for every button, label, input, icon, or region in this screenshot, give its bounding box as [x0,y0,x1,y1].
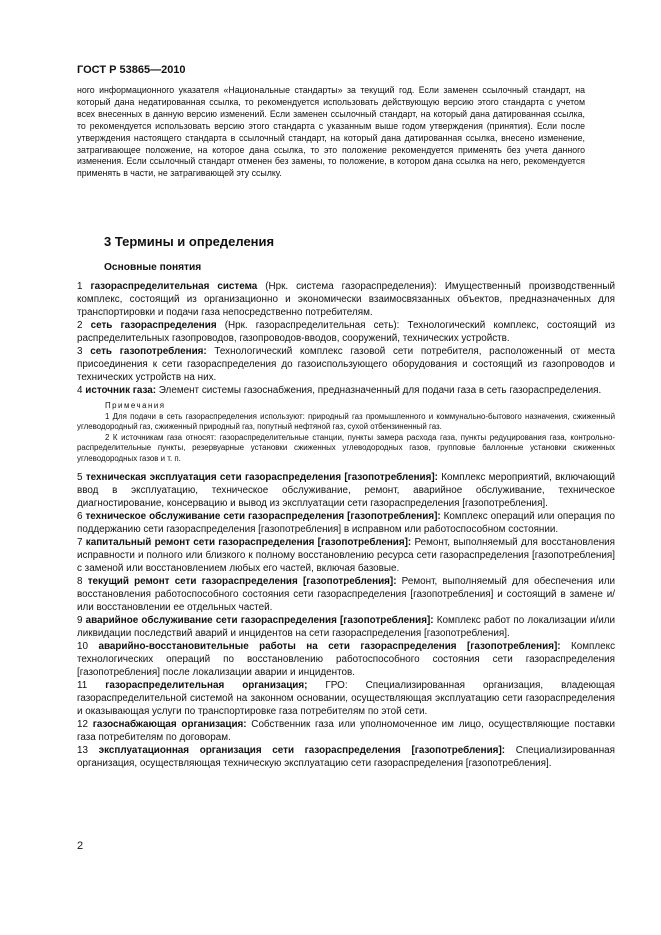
term-entry: 6 техническое обслуживание сети газораспределения [газопотребления]: Комплекс операций или операция по поддержанию сети газораспределения [газопотребления] в исправном или работоспособном состоянии. [77,510,615,535]
terms-list [77,280,615,770]
document-header: ГОСТ Р 53865—2010 [77,64,186,76]
term-name: аварийное обслуживание сети газораспределения [газопотребления]: [85,614,434,626]
section-title: 3 Термины и определения [104,234,275,249]
note-item: 1 Для подачи в сеть газораспределения используют: природный газ промышленного и коммунально-бытового назначения, сжиженный углеводородный газ, сжиженный природный газ, попутный нефтяной газ, сухой отбензиненный газ. [77,411,615,432]
term-name: газораспределительная организация; [105,679,308,691]
term-entry: 8 текущий ремонт сети газораспределения [газопотребления]: Ремонт, выполняемый для обеспечения или восстановления работоспособного состояния сети газораспределения [газопотребления] и состоящий в замене и/или восстановлении ее отдельных частей. [77,575,615,613]
term-entry: 5 техническая эксплуатация сети газораспределения [газопотребления]: Комплекс мероприятий, включающий ввод в эксплуатацию, техническое обслуживание, ремонт, аварийное обслуживание, техническое диагностирование, консервацию и вывод из эксплуатации сети газораспределения [газопотребления]. [77,471,615,509]
term-entry: 13 эксплуатационная организация сети газораспределения [газопотребления]: Специализированная организация, осуществляющая техническую эксплуатацию сети газораспределения [газопотребления]. [77,744,616,769]
term-entry: 9 аварийное обслуживание сети газораспределения [газопотребления]: Комплекс работ по локализации и/или ликвидации последствий аварий и инцидентов на сети газораспределения [газопотребления]. [77,614,615,639]
term-name: аварийно-восстановительные работы на сети газораспределения [газопотребления]: [98,640,561,652]
notes-title: Примечания [105,401,166,410]
term-name: газораспределительная система [90,281,258,292]
page-number: 2 [77,840,84,852]
term-entry: 10 аварийно-восстановительные работы на сети газораспределения [газопотребления]: Комплекс технологических операций по восстановлению работоспособного состояния сети газораспределения [газопотребления] после локализации аварии и инцидентов. [77,640,616,678]
notes-block [77,401,615,465]
term-name: техническая эксплуатация сети газораспределения [газопотребления]: [85,471,438,483]
term-entry: 2 сеть газораспределения (Нрк. газораспределительная сеть): Технологический комплекс, состоящий из распределительных газопроводов, газопроводов-вводов, сооружений, технических устройств. [77,320,615,344]
term-name: сеть газопотребления: [90,346,207,357]
note-item: 2 К источникам газа относят: газораспределительные станции, пункты замера расхода газа, пункты редуцирования газа, контрольно-распределительные пункты, резервуарные установки сжиженных углеводородных газов, групповые баллонные установки сжиженных углеводородных газов и т. п. [77,432,615,463]
term-name: эксплуатационная организация сети газораспределения [газопотребления]: [98,744,506,756]
term-name: источник газа: [85,385,157,396]
term-entry: 7 капитальный ремонт сети газораспределения [газопотребления]: Ремонт, выполняемый для восстановления исправности и полного или близкого к полному восстановлению ресурса сети газораспределения [газопотребления] с заменой или восстановлением любых его частей, включая базовые. [77,536,616,574]
term-name: сеть газораспределения [90,320,217,331]
term-name: текущий ремонт сети газораспределения [газопотребления]: [87,575,397,587]
term-entry: 12 газоснабжающая организация: Собственник газа или уполномоченное им лицо, осуществляющие поставки газа потребителям по договорам. [77,718,615,743]
term-entry: 4 источник газа: Элемент системы газоснабжения, предназначенный для подачи газа в сеть газораспределения. [77,385,602,396]
term-name: капитальный ремонт сети газораспределения [газопотребления]: [85,536,412,548]
term-name: газоснабжающая организация: [92,718,247,730]
subsection-title: Основные понятия [104,262,202,273]
intro-paragraph: ного информационного указателя «Национальные стандарты» за текущий год. Если заменен ссылочный стандарт, на который дана недатированная ссылка, то рекомендуется использовать действующую версию этого стандарта с учетом всех внесенных в данную версию изменений. Если заменен ссылочный стандарт, на который дана датированная ссылка, то рекомендуется использовать версию этого стандарта с указанным выше годом утверждения (принятия). Если после утверждения настоящего стандарта в ссылочный стандарт, на который дана датированная ссылка, внесено изменение, затрагивающее положение, на которое дана ссылка, то это положение рекомендуется применять без учета данного изменения. Если ссылочный стандарт отменен без замены, то положение, в котором дана ссылка на него, рекомендуется применять в части, не затрагивающей эту ссылку. [77,85,585,179]
term-name: техническое обслуживание сети газораспределения [газопотребления]: [85,510,441,522]
term-entry: 3 сеть газопотребления: Технологический комплекс газовой сети потребителя, расположенный от места присоединения к сети газораспределения до газоиспользующего оборудования и состоящий из газопроводов и технических устройств на них. [77,346,615,383]
term-entry: 11 газораспределительная организация; ГРО: Специализированная организация, владеющая газораспределительной системой на законном основании, осуществляющая эксплуатацию сети газораспределения и оказывающая услуги по транспортировке газа потребителям по этой сети. [77,679,615,717]
term-entry: 1 газораспределительная система (Нрк. система газораспределения): Имущественный производственный комплекс, состоящий из организационно и экономически взаимосвязанных объектов, предназначенных для транспортировки и подачи газа непосредственно потребителям. [77,281,615,318]
